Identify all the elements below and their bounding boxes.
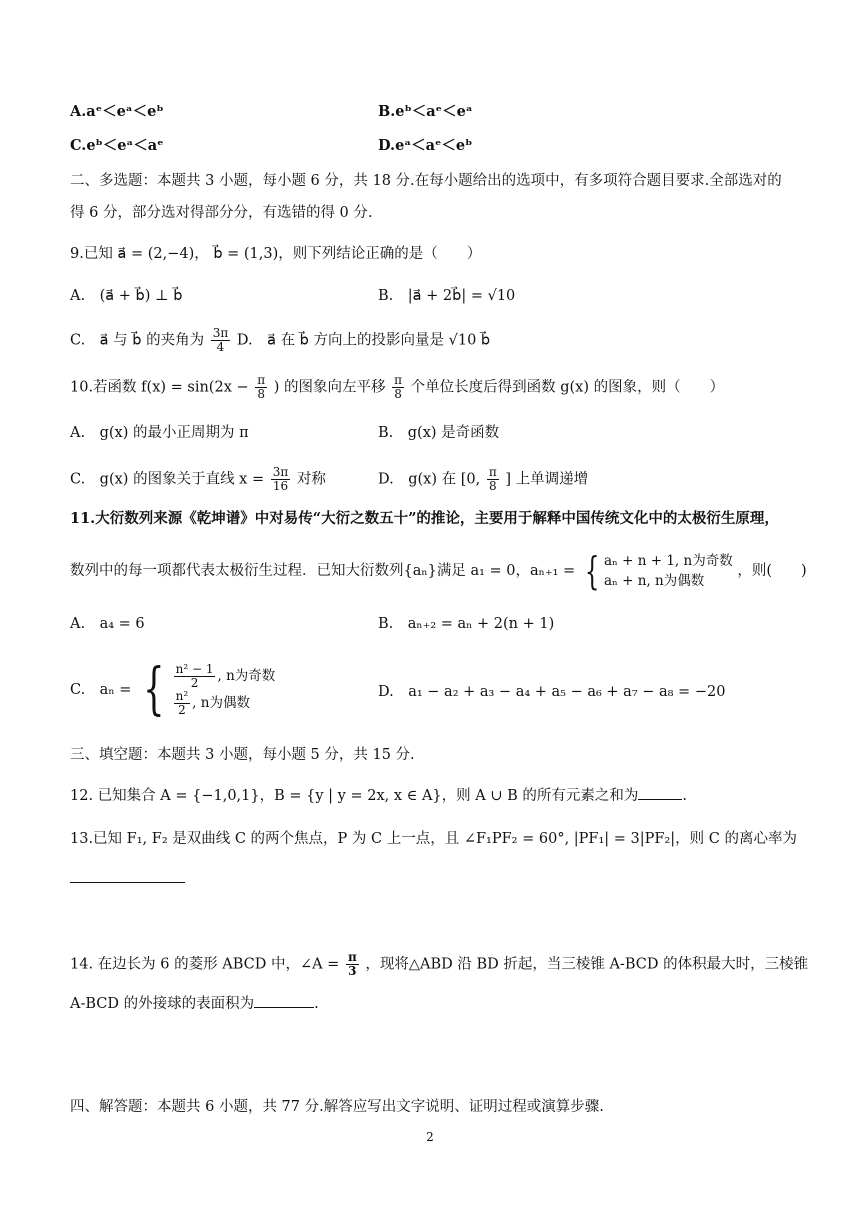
section4-title: 四、解答题：本题共 6 小题，共 77 分.解答应写出文字说明、证明过程或演算步骤. <box>70 1099 604 1115</box>
q10-option-c-post: 对称 <box>296 471 326 488</box>
q10-fraction-2 <box>392 374 404 401</box>
fraction-numerator: π <box>257 373 266 387</box>
answer-blank[interactable] <box>638 799 682 800</box>
fraction-denominator: 8 <box>257 387 266 401</box>
q14-line2-text: A-BCD 的外接球的表面积为 <box>70 996 255 1012</box>
fraction-numerator: n² <box>175 689 189 703</box>
q8-option-d: D.eᵃ＜aᵉ＜eᵇ <box>378 137 473 154</box>
q10-stem-post: 个单位长度后得到函数 g(x) 的图象，则（ ） <box>410 379 725 396</box>
q10-option-c-pre: C. g(x) 的图象关于直线 x = <box>70 471 265 488</box>
case-even: aₙ + n, n为偶数 <box>603 573 705 589</box>
q11-option-b: B. aₙ₊₂ = aₙ + 2(n + 1) <box>378 616 555 632</box>
fraction-denominator: 2 <box>190 676 199 690</box>
q9-option-c-fraction <box>211 327 231 354</box>
fraction <box>174 690 191 717</box>
q10-stem-mid: ) 的图象向左平移 <box>273 379 386 396</box>
fraction <box>174 663 216 690</box>
fraction-denominator: 16 <box>272 479 289 493</box>
q8-option-c: C.eᵇ＜eᵃ＜aᵉ <box>70 137 164 154</box>
case-odd-condition: , n为奇数 <box>217 668 276 684</box>
q10-option-c-fraction <box>271 466 291 493</box>
q14-line1 <box>70 951 808 978</box>
q14-fraction <box>346 951 359 978</box>
fraction-denominator: 8 <box>488 479 497 493</box>
q9-option-d: D. a⃗ 在 b⃗ 方向上的投影向量是 √10 b⃗ <box>236 332 491 349</box>
q11-line2-post: ，则( ) <box>737 563 807 579</box>
fraction-denominator: 2 <box>178 703 186 717</box>
q9-stem: 9.已知 a⃗ = (2,−4)， b⃗ = (1,3)，则下列结论正确的是（ ） <box>70 246 482 262</box>
q11-option-c-piecewise <box>136 657 276 722</box>
q11-line1: 11.大衍数列来源《乾坤谱》中对易传“大衍之数五十”的推论，主要用于解释中国传统文化中的太极衍生原理， <box>70 510 779 527</box>
case-even <box>172 690 276 717</box>
q11-option-a: A. a₄ = 6 <box>70 616 145 632</box>
q14-pre: 14. 在边长为 6 的菱形 ABCD 中，∠A = <box>70 956 340 973</box>
q11-line2-pre: 数列中的每一项都代表太极衍生过程．已知大衍数列{aₙ}满足 a₁ = 0，aₙ₊₁ = <box>70 563 576 579</box>
left-brace: { <box>584 549 600 593</box>
q13-text: 13.已知 F₁, F₂ 是双曲线 C 的两个焦点，P 为 C 上一点，且 ∠F₁PF₂ = 60°, |PF₁| = 3|PF₂|，则 C 的离心率为 <box>70 831 797 847</box>
q10-option-a: A. g(x) 的最小正周期为 π <box>70 425 249 441</box>
q10-fraction-1 <box>255 374 267 401</box>
q9-option-b: B. |a⃗ + 2b⃗| = √10 <box>378 288 516 304</box>
cases <box>172 663 276 717</box>
case-odd: aₙ + n + 1, n为奇数 <box>603 553 733 569</box>
q11-piecewise <box>580 551 733 591</box>
q10-option-d-pre: D. g(x) 在 [0, <box>378 471 481 488</box>
q14-post: ，现将△ABD 沿 BD 折起，当三棱锥 A-BCD 的体积最大时，三棱锥 <box>365 956 809 973</box>
q10-option-d-fraction <box>487 466 499 493</box>
q9-option-c-d <box>70 327 490 354</box>
fraction-denominator: 3 <box>348 964 357 978</box>
section2-line2: 得 6 分，部分选对得部分分，有选错的得 0 分. <box>70 205 373 221</box>
q10-option-d-post: ] 上单调递增 <box>505 471 589 488</box>
fraction-numerator: π <box>394 373 403 387</box>
fraction-numerator: π <box>488 465 497 479</box>
q11-option-d: D. a₁ − a₂ + a₃ − a₄ + a₅ − a₆ + a₇ − a₈ = −20 <box>378 684 726 700</box>
q10-option-c <box>70 466 326 493</box>
q14-line2 <box>70 994 319 1014</box>
q8-option-b: B.eᵇ＜aᵉ＜eᵃ <box>378 103 473 120</box>
fraction-denominator: 4 <box>216 340 225 354</box>
q10-stem <box>70 374 724 401</box>
q12-end: . <box>682 788 687 804</box>
q10-stem-pre: 10.若函数 f(x) = sin(2x − <box>70 379 249 396</box>
page-number: 2 <box>426 1130 434 1144</box>
q13-answer-blank[interactable] <box>70 882 185 883</box>
q8-option-a: A.aᵉ＜eᵃ＜eᵇ <box>70 103 164 120</box>
section3-title: 三、填空题：本题共 3 小题，每小题 5 分，共 15 分. <box>70 747 415 763</box>
q12-body: 12. 已知集合 A = {−1,0,1}，B = {y | y = 2x, x ∈ A}，则 A ∪ B 的所有元素之和为 <box>70 788 639 804</box>
answer-blank[interactable] <box>254 1007 314 1008</box>
q9-option-a: A. (a⃗ + b⃗) ⊥ b⃗ <box>70 288 183 304</box>
q11-option-c <box>70 657 276 722</box>
q11-line2 <box>70 551 807 591</box>
q12-text <box>70 786 687 806</box>
fraction-denominator: 8 <box>394 387 402 401</box>
fraction-numerator: 3π <box>212 326 229 340</box>
left-brace: { <box>143 657 165 722</box>
cases <box>604 551 733 591</box>
q10-option-d <box>378 466 588 493</box>
q11-option-c-pre: C. aₙ = <box>70 682 132 698</box>
case-odd <box>172 663 276 690</box>
q10-option-b: B. g(x) 是奇函数 <box>378 425 500 441</box>
fraction-numerator: 3π <box>272 465 289 479</box>
fraction-numerator: π <box>347 950 357 964</box>
fraction-numerator: n² − 1 <box>175 662 214 676</box>
case-even-condition: , n为偶数 <box>192 695 250 711</box>
section2-line1: 二、多选题：本题共 3 小题，每小题 6 分，共 18 分.在每小题给出的选项中，有多项符合题目要求.全部选对的 <box>70 173 782 189</box>
q14-end: . <box>314 996 319 1012</box>
q9-option-c-text: C. a⃗ 与 b⃗ 的夹角为 <box>70 332 205 349</box>
